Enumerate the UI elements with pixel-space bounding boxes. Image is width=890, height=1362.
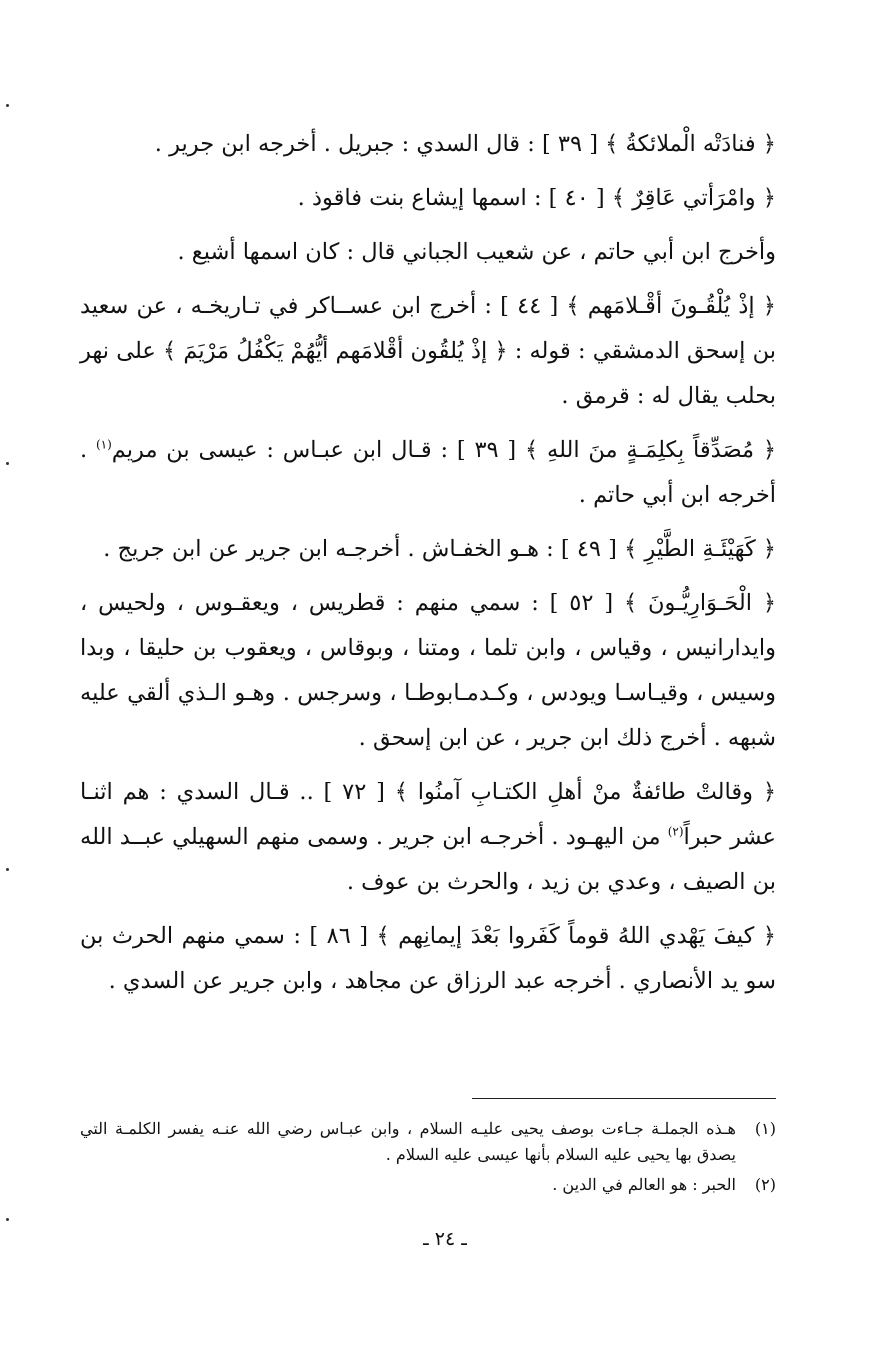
margin-mark — [6, 1218, 9, 1221]
paragraph-5: ﴿ مُصَدِّقاً بِكلِمَـةٍ منَ اللهِ ﴾ [ ٣٩ ] : قـال ابن عبـاس : عيسى بن مريم$^{(١)}$ . أخرجه ابن أبي حاتم . — [80, 437, 776, 508]
footnote-text: الحبر : هو العالم في الدين . — [552, 1175, 736, 1194]
footnote-1 — [80, 1116, 776, 1168]
footnote-divider — [472, 1098, 776, 1099]
paragraph-4: ﴿ إذْ يُلْقُـونَ أقْـلامَهم ﴾ [ ٤٤ ] : أخرج ابن عســاكر في تـاريخـه ، عن سعيد بن إسحق الدمشقي : قوله : ﴿ إذْ يُلقُون أقْلامَهم أيُّهُمْ يَكْفُلُ مَرْيَمَ ﴾ على نهر بحلب يقال له : قرمق . — [80, 293, 776, 409]
footnote-number: (١) — [754, 1119, 776, 1138]
page-number: ـ ٢٤ ـ — [423, 1228, 467, 1250]
paragraph-3: وأخرج ابن أبي حاتم ، عن شعيب الجباني قال : كان اسمها أشيع . — [177, 239, 776, 265]
margin-mark — [6, 104, 9, 107]
footnote-ref-1: (١) — [95, 437, 112, 452]
paragraph-8: ﴿ وقالتْ طائفةٌ منْ أهلِ الكتـابِ آمنُوا ﴾ [ ٧٢ ] .. قـال السدي : هم اثنـا عشر حبراً$^{(٢)}$ من اليهـود . أخرجـه ابن جرير . وسمى منهم السهيلي عبــد الله بن الصيف ، وعدي بن زيد ، والحرث بن عوف . — [80, 779, 777, 895]
paragraph-2: ﴿ وامْرَأتي عَاقِرٌ ﴾ [ ٤٠ ] : اسمها إيشاع بنت فاقوذ . — [297, 185, 776, 211]
paragraph-1: ﴿ فنادَتْه الْملائكةُ ﴾ [ ٣٩ ] : قال السدي : جبريل . أخرجه ابن جرير . — [154, 131, 776, 157]
footnote-ref-2: (٢) — [667, 824, 684, 839]
paragraph-6: ﴿ كَهَيْئَـةِ الطَّيْرِ ﴾ [ ٤٩ ] : هـو الخفـاش . أخرجـه ابن جرير عن ابن جريج . — [103, 536, 776, 562]
footnote-2 — [80, 1172, 776, 1198]
footnotes — [80, 1116, 776, 1202]
footnote-number: (٢) — [754, 1175, 776, 1194]
footnote-text: هـذه الجملـة جـاءت بوصف يحيى عليـه السلام ، وابن عبـاس رضي الله عنـه يفسر الكلمـة التي يصدق بها يحيى عليه السلام بأنها عيسى عليه السلام . — [80, 1119, 736, 1164]
paragraph-9: ﴿ كيفَ يَهْدي اللهُ قوماً كَفَروا بَعْدَ إيمانِهم ﴾ [ ٨٦ ] : سمي منهم الحرث بن سو يد الأنصاري . أخرجه عبد الرزاق عن مجاهد ، وابن جرير عن السدي . — [80, 923, 776, 994]
page-body — [80, 122, 776, 1013]
margin-mark — [6, 868, 9, 871]
margin-mark — [6, 462, 9, 465]
paragraph-7: ﴿ الْحَـوَارِيُّـونَ ﴾ [ ٥٢ ] : سمي منهم : قطريس ، ويعقـوس ، ولحيس ، وايدارانيس ، وقياس ، وابن تلما ، ومتنا ، وبوقاس ، ويعقوب بن حليقا ، وبدا وسيس ، وقيـاسـا ويودس ، وكـدمـابوطـا ، وسرجس . وهـو الـذي ألقي عليه شبهه . أخرج ذلك ابن جرير ، عن ابن إسحق . — [80, 590, 777, 751]
